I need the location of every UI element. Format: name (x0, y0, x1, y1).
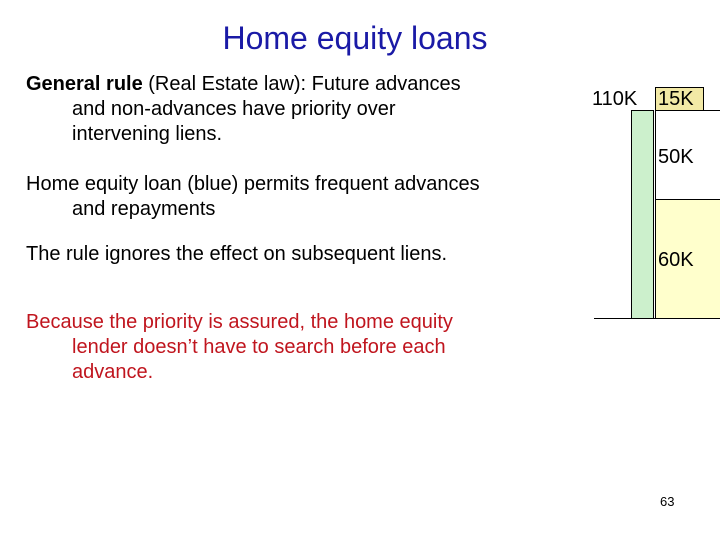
label-middle: 50K (658, 146, 694, 168)
bullet-bold-lead: General rule (26, 73, 143, 95)
home-equity-bar (631, 110, 654, 319)
label-top: 15K (658, 88, 694, 110)
slide-title: Home equity loans (222, 20, 488, 56)
bullet-text: The rule ignores the effect on subsequent liens. (26, 243, 448, 265)
bullet-text: Because the priority is assured, the home equity lender doesn’t have to search before each advance. (26, 311, 453, 383)
label-bottom: 60K (658, 249, 694, 271)
page-number: 63 (660, 494, 675, 509)
bullet-text: (Real Estate law): Future advances and non-advances have priority over intervening liens. (72, 73, 461, 145)
bullet-text: Home equity loan (blue) permits frequent advances and repayments (26, 173, 480, 220)
baseline-divider (594, 318, 720, 319)
label-total: 110K (592, 88, 638, 110)
